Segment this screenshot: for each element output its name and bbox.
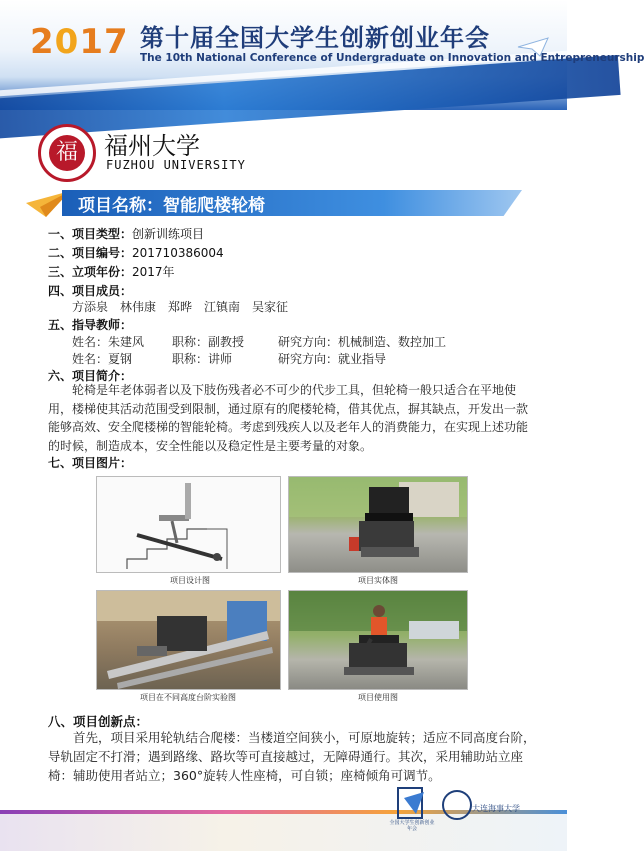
image-caption: 项目实体图 bbox=[358, 576, 398, 585]
intro-heading: 六、项目简介： bbox=[48, 369, 133, 383]
advisor-title: 职称：副教授 bbox=[172, 335, 245, 349]
university-name-en: FUZHOU UNIVERSITY bbox=[106, 158, 246, 172]
university-logo bbox=[38, 124, 338, 184]
members-heading: 四、项目成员： bbox=[48, 284, 133, 298]
advisors-heading: 五、指导教师： bbox=[48, 318, 133, 332]
conference-header bbox=[0, 0, 644, 110]
conference-year: 2017 bbox=[30, 22, 129, 62]
conference-title-en: The 10th National Conference of Undergraduate on Innovation and Entrepreneurship bbox=[140, 52, 644, 64]
university-name-cn: 福州大学 bbox=[104, 132, 200, 160]
image-caption: 项目在不同高度台阶实验图 bbox=[140, 693, 236, 702]
members-list: 方添泉 林伟康 郑晔 江镇南 吴家征 bbox=[72, 300, 289, 314]
year-zero-ball: 0 bbox=[54, 22, 80, 62]
footer-band bbox=[0, 810, 567, 851]
innovation-heading: 八、项目创新点： bbox=[48, 714, 149, 729]
dalian-maritime-name: 大连海事大学 bbox=[472, 804, 520, 813]
design-drawing-image bbox=[96, 476, 281, 573]
project-title: 项目名称：智能爬楼轮椅 bbox=[78, 196, 265, 216]
prototype-photo-illustration bbox=[289, 477, 467, 572]
intro-paragraph: 轮椅是年老体弱者以及下肢伤残者必不可少的代步工具，但轮椅一般只适合在平地使用，楼梯使其活动范围受到限制，通过原有的爬楼轮椅，借其优点，摒其缺点，开发出一款能够高效、安全爬楼梯的智能轮椅。考虑到残疾人以及老年人的消费能力，在实现上述功能的时候，制造成本，安全性能以及稳定性是主要考量的对象。 bbox=[48, 383, 529, 453]
project-type: 一、项目类型：创新训练项目 bbox=[48, 227, 205, 241]
step-test-illustration bbox=[97, 591, 280, 689]
usage-photo-illustration bbox=[289, 591, 467, 689]
advisor-title: 职称：讲师 bbox=[172, 352, 233, 366]
image-caption: 项目使用图 bbox=[358, 693, 398, 702]
innovation-paragraph: 首先，项目采用轮轨结合爬楼：当楼道空间狭小，可原地旋转；适应不同高度台阶，导轨固定不打滑；遇到路缘、路坎等可直接越过，无障碍通行。其次，采用辅助站立座椅：辅助使用者站立；360°旋转人性座椅，可自锁；座椅倾角可调节。 bbox=[48, 730, 536, 783]
prototype-photo bbox=[288, 476, 468, 573]
usage-photo bbox=[288, 590, 468, 690]
advisor-name: 姓名：夏钢 bbox=[72, 352, 133, 366]
project-year: 三、立项年份：2017年 bbox=[48, 265, 175, 279]
university-seal-icon: 福 bbox=[38, 124, 96, 182]
step-test-photo bbox=[96, 590, 281, 690]
project-code: 二、项目编号：201710386004 bbox=[48, 246, 224, 260]
image-caption: 项目设计图 bbox=[170, 576, 210, 585]
paper-plane-icon bbox=[518, 38, 548, 56]
conference-title-cn: 第十届全国大学生创新创业年会 bbox=[140, 24, 490, 52]
images-heading: 七、项目图片： bbox=[48, 456, 133, 470]
advisor-name: 姓名：朱建风 bbox=[72, 335, 145, 349]
design-drawing-illustration bbox=[97, 477, 280, 572]
conference-logo-text: 全国大学生创新创业年会 bbox=[389, 820, 435, 832]
advisor-direction: 研究方向：机械制造、数控加工 bbox=[278, 335, 447, 349]
advisor-direction: 研究方向：就业指导 bbox=[278, 352, 387, 366]
dalian-maritime-logo-icon bbox=[442, 790, 472, 820]
